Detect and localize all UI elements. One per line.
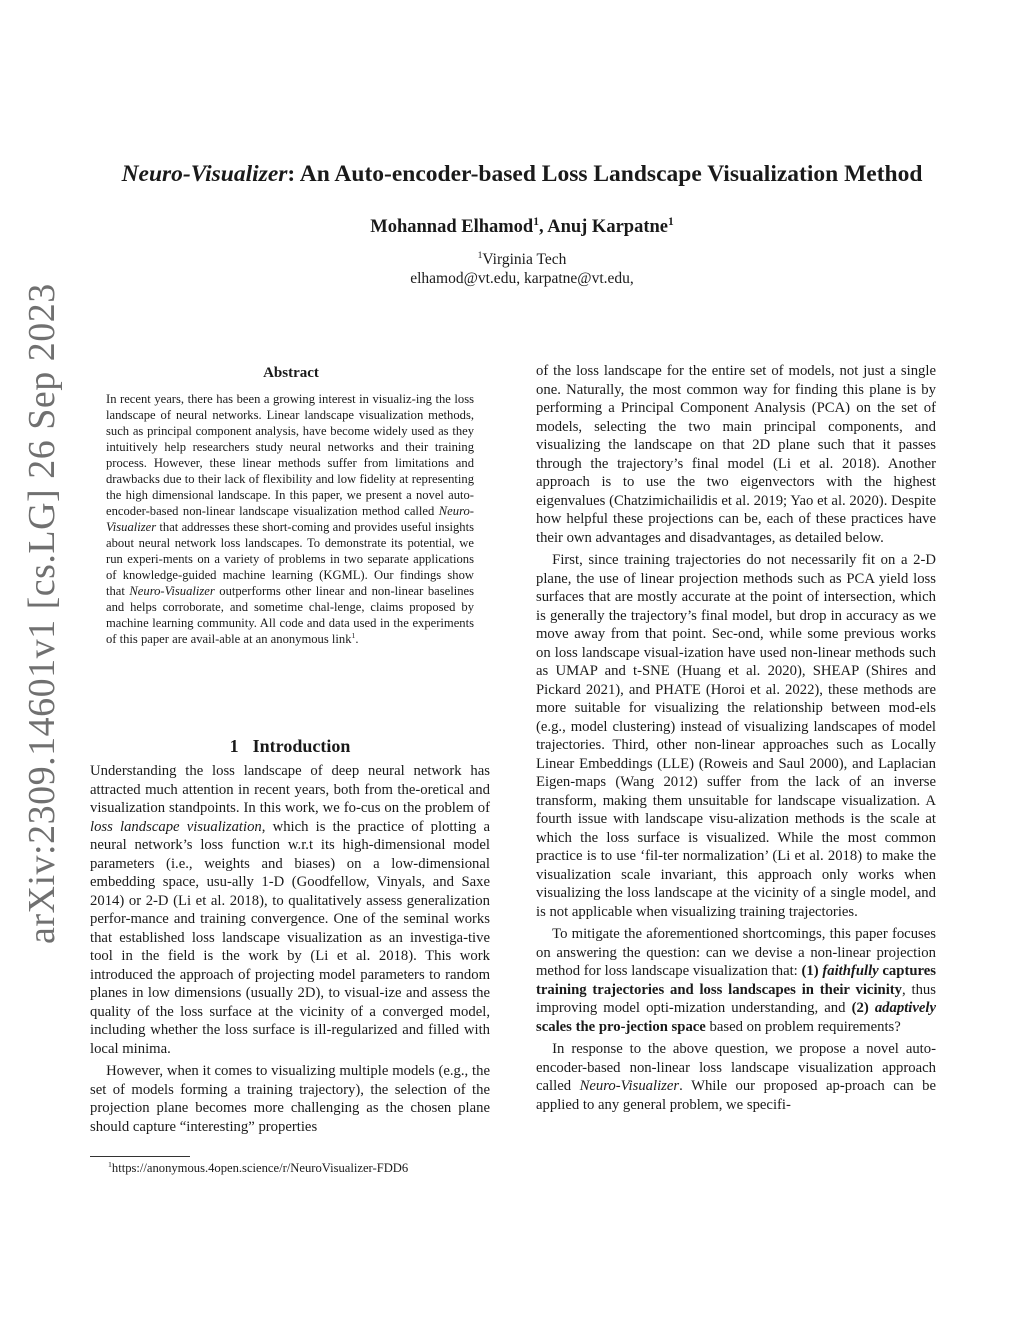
right-p4-text-a: In response to the above question, we propose a novel auto-encoder-based non-linear loss landscape visualization approach called bbox=[536, 1041, 936, 1094]
right-p3-bold-text-1: captures training trajectories and loss landscapes in their vicinity bbox=[536, 963, 936, 998]
abstract-text-1: In recent years, there has been a growing interest in visualiz-ing the loss landscape of neural networks. Linear landscape visualization methods, such as principal component analysis, have become widely used as they intuitively help researchers study neural networks and their training process. However, these linear methods suffer from limitations and drawbacks due to their lack of flexibility and low fidelity at representing the high dimensional landscape. In this paper, we present a novel auto-encoder-based non-linear landscape visualization method called bbox=[106, 392, 474, 518]
abstract-heading: Abstract bbox=[263, 365, 319, 381]
right-p4-text-b: . While our proposed ap-proach can be applied to any general problem, we specifi- bbox=[536, 1078, 936, 1113]
right-p3-text-c: , thus improving model opti-mization understanding, and bbox=[536, 981, 936, 1016]
affiliation-block bbox=[60, 250, 984, 288]
section-title: Introduction bbox=[252, 736, 351, 756]
right-p3-text-e: based on problem requirements? bbox=[709, 1018, 901, 1035]
author-2: Anuj Karpatne bbox=[547, 217, 668, 237]
right-paragraph-3 bbox=[536, 925, 936, 1036]
footnote-link[interactable]: https://anonymous.4open.science/r/NeuroVisualizer-FDD6 bbox=[111, 1161, 409, 1175]
affiliation-institution: Virginia Tech bbox=[482, 251, 567, 268]
right-p3-em-1: faithfully bbox=[822, 963, 879, 979]
paper-title bbox=[60, 158, 984, 190]
abstract-footnote-mark: 1 bbox=[351, 630, 356, 640]
abstract-text-4: . bbox=[355, 632, 359, 646]
right-p3-mark-1: (1) bbox=[801, 963, 819, 979]
right-column bbox=[536, 362, 936, 1114]
abstract-body bbox=[106, 391, 474, 647]
intro-p1-text-b: , which is the practice of plotting a neural network’s loss function w.r.t its high-dimensional model parameters (i.e., weights and biases) on a low-dimensional embedding space, usu-ally 1-D (Goodfellow, Vinyals, and Saxe 2014) or 2-D (Li et al. 2018), to qualitatively assess generalization perfor-mance and training convergence. One of the seminal works that established loss landscape visualization as an investiga-tive tool in the field is the work by (Li et al. 2018). This work introduced the approach of projecting model parameters to random planes in low dimensions (usually 2D), to visual-ize and assess the quality of the loss surface at the vicinity of a converged model, including whether the loss surface is ill-regularized and filled with local minima. bbox=[90, 818, 491, 1057]
title-italic: Neuro-Visualizer bbox=[121, 161, 288, 187]
intro-p1-text-a: Understanding the loss landscape of deep neural network has attracted much attention in recent years, both from the-oretical and visualization standpoints. In this work, we fo-cus on the problem of bbox=[90, 763, 490, 816]
section-heading-introduction bbox=[90, 734, 490, 758]
right-paragraph-1: of the loss landscape for the entire set of models, not just a single one. Naturally, the most common way for finding this plane is by performing a Principal Component Analysis (PCA) on the set of models, selecting the two main principal components, and visualizing the landscape on that 2D plane such that it passes through the trajectory’s final model (Li et al. 2018). Another approach is to use the two eigenvectors with the highest eigenvalues (Chatzimichailidis et al. 2019; Yao et al. 2020). Despite how helpful these projections can be, each of these practices have their own advantages and disadvantages, as detailed below. bbox=[536, 363, 936, 546]
author-1-affil-mark: 1 bbox=[533, 215, 539, 228]
right-p3-bold-text-2: scales the pro-jection space bbox=[536, 1018, 706, 1035]
right-paragraph-4 bbox=[536, 1040, 936, 1114]
right-p3-em-2: adaptively bbox=[874, 1000, 936, 1016]
intro-p1-em: loss landscape visualization bbox=[90, 818, 262, 835]
left-column bbox=[90, 762, 490, 1136]
arxiv-identifier: arXiv:2309.14601v1 [cs.LG] 26 Sep 2023 bbox=[21, 283, 63, 944]
right-paragraph-2: First, since training trajectories do not necessarily fit on a 2-D plane, the use of linear projection methods such as PCA yield loss surfaces that are mostly accurate at the point of intersection, which is generally the trajectory’s final model, but drop in accuracy as we move away from that point. Sec-ond, while some previous works on loss landscape visual-ization have used non-linear methods such as UMAP and t-SNE (Huang et al. 2020), SHEAP (Shires and Pickard 2021), and PHATE (Horoi et al. 2022), these methods are more suitable for visualizing the relationship between mod-els (e.g., model clustering) instead of visualizing landscapes of model trajectories. Third, other non-linear approaches such as Locally Linear Embeddings (LLE) (Roweis and Saul 2000), and Laplacian Eigen-maps (Wang 2012) suffer from the lack of an inverse transform, making them unsuitable for landscape visualization. A fourth issue with landscape visu-alization methods is the scale at which the loss surface is visualized. While the most common practice is to use ‘fil-ter normalization’ (Li et al. 2018) to make the visualization scale invariant, this approach only works when visualizing the loss landscape at the vicinity of a single model, and is not applicable when visualizing training trajectories. bbox=[536, 552, 936, 920]
section-number: 1 bbox=[229, 736, 239, 756]
footnote-divider bbox=[90, 1156, 190, 1157]
right-p3-mark-2: (2) bbox=[851, 1000, 869, 1016]
abstract-text-3: outperforms other linear and non-linear baselines and helps corroborate, and sometime chal-lenge, claims proposed by machine learning community. All code and data used in the experiments of this paper are avail-able at an anonymous link bbox=[106, 584, 474, 646]
author-separator: , bbox=[538, 217, 548, 237]
footnote bbox=[108, 1160, 508, 1176]
title-rest: : An Auto-encoder-based Loss Landscape Visualization Method bbox=[287, 161, 923, 187]
abstract-em-1: Neuro-Visualizer bbox=[106, 504, 474, 534]
author-list bbox=[60, 214, 984, 240]
right-p4-em: Neuro-Visualizer bbox=[579, 1078, 680, 1094]
intro-paragraph-1 bbox=[90, 762, 490, 1058]
affiliation-mark: 1 bbox=[477, 249, 483, 261]
right-p3-text-a: To mitigate the aforementioned shortcomings, this paper focuses on answering the question: can we devise a non-linear projection method for loss landscape visualization that: bbox=[536, 926, 936, 979]
abstract-text-2: that addresses these short-coming and provides useful insights about neural network loss landscapes. To demonstrate its potential, we run experi-ments on a variety of problems in two separate applications of knowledge-guided machine learning (KGML). Our findings show that bbox=[106, 520, 474, 598]
footnote-mark: 1 bbox=[108, 1159, 112, 1169]
abstract-em-2: Neuro-Visualizer bbox=[129, 584, 215, 598]
author-2-affil-mark: 1 bbox=[667, 215, 674, 228]
affiliation-emails: elhamod@vt.edu, karpatne@vt.edu, bbox=[410, 270, 634, 287]
intro-paragraph-2: However, when it comes to visualizing multiple models (e.g., the set of models forming a training trajectory), the selection of the projection plane becomes more challenging as the chosen plane should capture “interesting” properties bbox=[90, 1063, 490, 1135]
author-1: Mohannad Elhamod bbox=[370, 217, 534, 237]
